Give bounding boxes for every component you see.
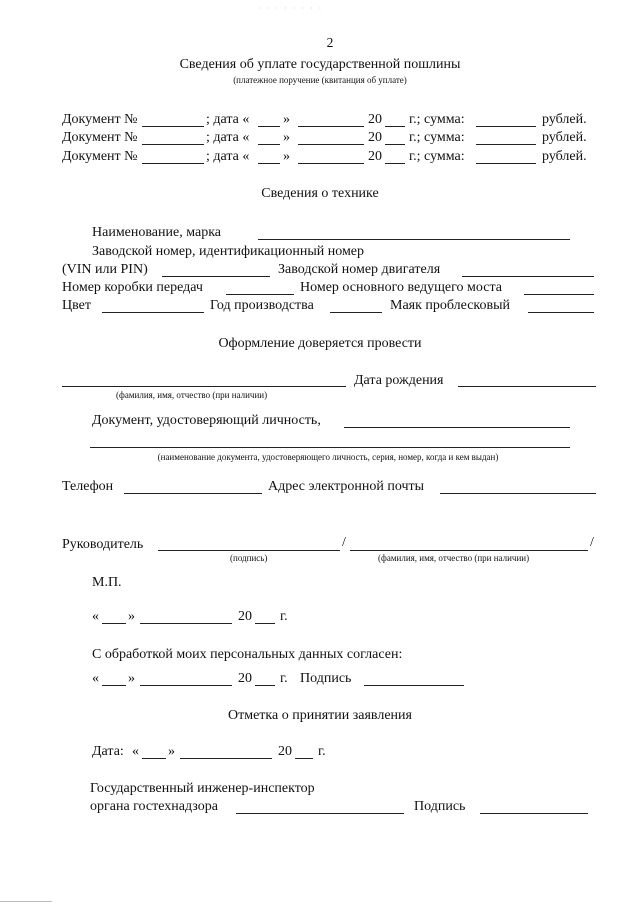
month-field[interactable] xyxy=(298,144,364,145)
year-made-label: Год производства xyxy=(210,298,314,313)
month-field[interactable] xyxy=(298,126,364,127)
year-prefix: 20 xyxy=(238,609,252,624)
stamp-label: М.П. xyxy=(92,575,122,590)
phone-field[interactable] xyxy=(124,493,262,494)
date-label: ; дата « xyxy=(206,149,250,164)
inspector-line1: Государственный инженер-инспектор xyxy=(90,781,315,796)
sum-field[interactable] xyxy=(476,126,536,127)
head-slash-end: / xyxy=(590,535,594,550)
email-label: Адрес электронной почты xyxy=(268,479,425,494)
open-quote: « xyxy=(92,609,99,624)
currency-label: рублей. xyxy=(542,130,587,145)
close-quote: » xyxy=(128,609,135,624)
serial-id-label: Заводской номер, идентификационный номер xyxy=(92,244,365,259)
year-prefix: 20 xyxy=(238,671,252,686)
axle-no-field[interactable] xyxy=(524,294,594,295)
month-field[interactable] xyxy=(140,623,232,624)
day-field[interactable] xyxy=(102,685,126,686)
quote-close: » xyxy=(283,149,290,164)
year-prefix: 20 xyxy=(368,149,382,164)
month-field[interactable] xyxy=(180,758,272,759)
head-slash: / xyxy=(342,535,346,550)
consent-signature-field[interactable] xyxy=(364,685,464,686)
doc-number-field[interactable] xyxy=(142,163,204,164)
year-field[interactable] xyxy=(385,126,405,127)
day-field[interactable] xyxy=(258,144,280,145)
beacon-label: Маяк проблесковый xyxy=(390,298,511,313)
currency-label: рублей. xyxy=(542,112,587,127)
month-field[interactable] xyxy=(298,163,364,164)
head-signature-field[interactable] xyxy=(158,550,340,551)
gearbox-no-label: Номер коробки передач xyxy=(62,280,203,295)
year-prefix: 20 xyxy=(278,744,292,759)
inspector-signature-field[interactable] xyxy=(480,813,588,814)
axle-no-label: Номер основного ведущего моста xyxy=(300,280,502,295)
acceptance-date-label: Дата: xyxy=(92,744,124,759)
year-field[interactable] xyxy=(255,685,275,686)
payment-subtitle: (платежное поручение (квитанция об уплате) xyxy=(233,75,407,85)
color-field[interactable] xyxy=(102,312,204,313)
year-suffix: г. xyxy=(280,671,288,686)
engine-no-label: Заводской номер двигателя xyxy=(278,262,441,277)
trustee-fio-field[interactable] xyxy=(62,386,346,387)
vin-pin-label: (VIN или PIN) xyxy=(62,262,148,277)
open-quote: « xyxy=(132,744,139,759)
year-field[interactable] xyxy=(385,144,405,145)
head-fio-field[interactable] xyxy=(350,550,588,551)
month-field[interactable] xyxy=(140,685,232,686)
inspector-line2: органа гостехнадзора xyxy=(90,799,218,814)
email-field[interactable] xyxy=(440,493,596,494)
doc-number-label: Документ № xyxy=(62,149,138,164)
quote-close: » xyxy=(283,130,290,145)
name-brand-label: Наименование, марка xyxy=(92,225,222,240)
sum-label: г.; сумма: xyxy=(409,149,465,164)
doc-number-label: Документ № xyxy=(62,130,138,145)
id-doc-hint: (наименование документа, удостоверяющего личность, серия, номер, когда и кем выдан) xyxy=(157,452,499,462)
birth-date-label: Дата рождения xyxy=(354,373,444,388)
tech-title: Сведения о технике xyxy=(261,186,379,201)
close-quote: » xyxy=(128,671,135,686)
gearbox-no-field[interactable] xyxy=(226,294,294,295)
date-label: ; дата « xyxy=(206,130,250,145)
color-label: Цвет xyxy=(62,298,91,313)
date-label: ; дата « xyxy=(206,112,250,127)
year-field[interactable] xyxy=(255,623,275,624)
doc-number-field[interactable] xyxy=(142,126,204,127)
year-made-field[interactable] xyxy=(330,312,382,313)
inspector-name-field[interactable] xyxy=(236,813,404,814)
trust-title: Оформление доверяется провести xyxy=(218,336,422,351)
payment-title: Сведения об уплате государственной пошлины xyxy=(179,57,461,72)
day-field[interactable] xyxy=(258,126,280,127)
year-field[interactable] xyxy=(295,758,313,759)
acceptance-title: Отметка о принятии заявления xyxy=(228,708,412,723)
phone-label: Телефон xyxy=(62,479,114,494)
consent-signature-label: Подпись xyxy=(300,671,352,686)
inspector-signature-label: Подпись xyxy=(414,799,466,814)
day-field[interactable] xyxy=(142,758,166,759)
name-brand-field[interactable] xyxy=(258,239,570,240)
head-fio-hint: (фамилия, имя, отчество (при наличии) xyxy=(378,553,530,563)
engine-no-field[interactable] xyxy=(462,276,594,277)
sum-label: г.; сумма: xyxy=(409,130,465,145)
sum-label: г.; сумма: xyxy=(409,112,465,127)
year-field[interactable] xyxy=(385,163,405,164)
page-number: 2 xyxy=(326,35,334,50)
beacon-field[interactable] xyxy=(528,312,594,313)
quote-close: » xyxy=(283,112,290,127)
scan-artifact: · · · · · · · · xyxy=(258,4,324,13)
day-field[interactable] xyxy=(258,163,280,164)
head-label: Руководитель xyxy=(62,537,144,552)
consent-text: С обработкой моих персональных данных согласен: xyxy=(92,647,403,662)
doc-number-field[interactable] xyxy=(142,144,204,145)
id-doc-label: Документ, удостоверяющий личность, xyxy=(92,413,321,428)
close-quote: » xyxy=(168,744,175,759)
day-field[interactable] xyxy=(102,623,126,624)
head-signature-hint: (подпись) xyxy=(230,553,268,563)
currency-label: рублей. xyxy=(542,149,587,164)
doc-number-label: Документ № xyxy=(62,112,138,127)
id-doc-field-line2[interactable] xyxy=(90,447,570,448)
trustee-fio-hint: (фамилия, имя, отчество (при наличии) xyxy=(116,390,268,400)
open-quote: « xyxy=(92,671,99,686)
birth-date-field[interactable] xyxy=(458,386,596,387)
id-doc-field[interactable] xyxy=(344,427,570,428)
year-suffix: г. xyxy=(280,609,288,624)
scan-edge xyxy=(0,901,52,902)
year-suffix: г. xyxy=(318,744,326,759)
sum-field[interactable] xyxy=(476,163,536,164)
sum-field[interactable] xyxy=(476,144,536,145)
year-prefix: 20 xyxy=(368,130,382,145)
year-prefix: 20 xyxy=(368,112,382,127)
vin-pin-field[interactable] xyxy=(162,276,270,277)
